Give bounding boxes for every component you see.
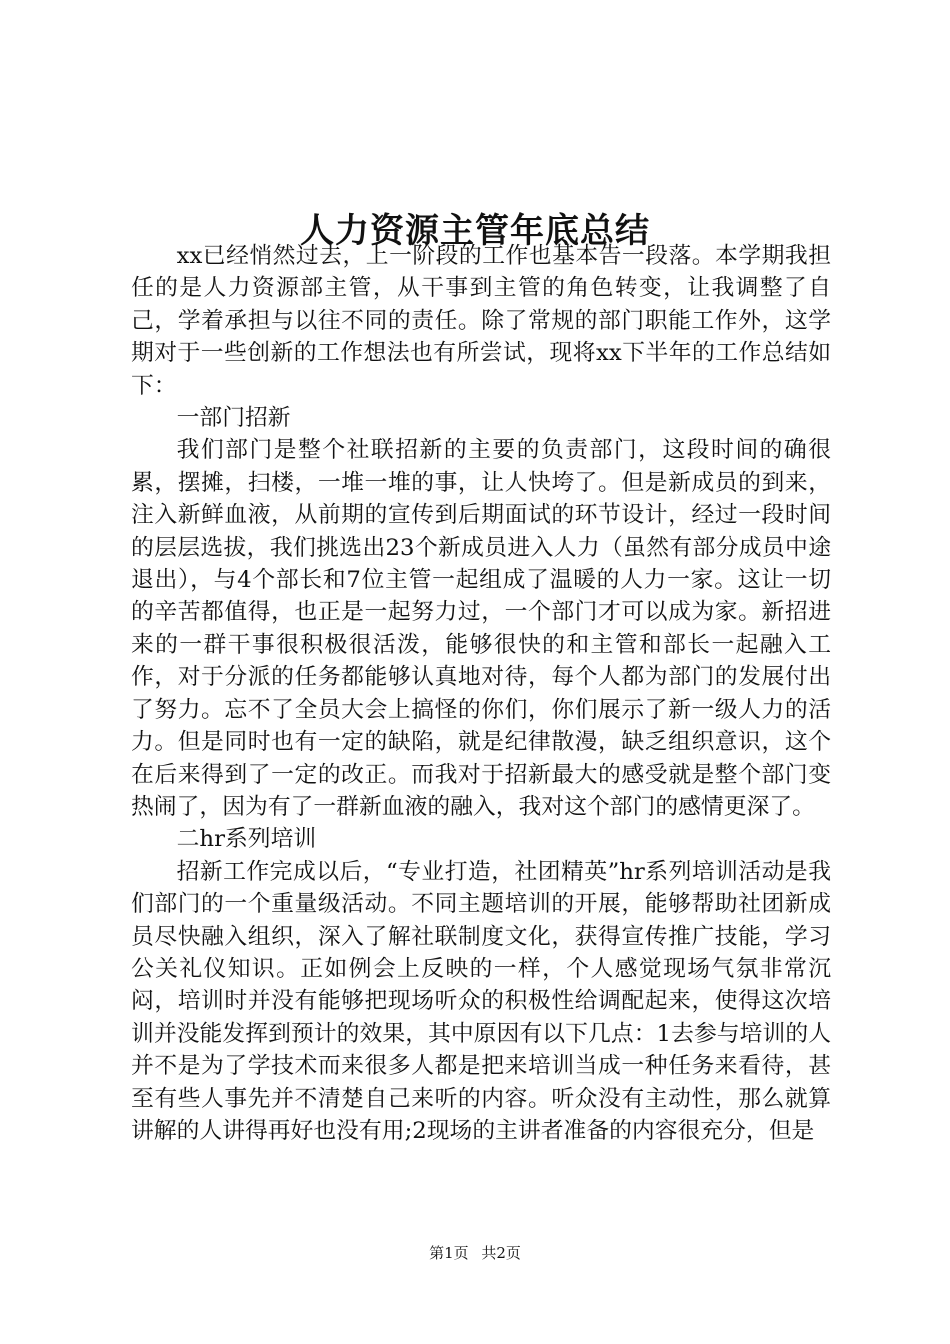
paragraph-intro: xx已经悄然过去，上一阶段的工作也基本告一段落。本学期我担任的是人力资源部主管，从干事到主管的角色转变，让我调整了自己，学着承担与以往不同的责任。除了常规的部门职能工作外，这学期对于一些创新的工作想法也有所尝试，现将xx下半年的工作总结如下：	[131, 243, 831, 399]
page-number-total: 共2页	[481, 1244, 521, 1262]
document-title: 人力资源主管年底总结	[300, 210, 650, 251]
paragraph-recruitment: 我们部门是整个社联招新的主要的负责部门，这段时间的确很累，摆摊，扫楼，一堆一堆的事，让人快垮了。但是新成员的到来，注入新鲜血液，从前期的宣传到后期面试的环节设计，经过一段时间的层层选拔，我们挑选出23个新成员进入人力（虽然有部分成员中途退出），与4个部长和7位主管一起组成了温暖的人力一家。这让一切的辛苦都值得，也正是一起努力过，一个部门才可以成为家。新招进来的一群干事很积极很活泼，能够很快的和主管和部长一起融入工作，对于分派的任务都能够认真地对待，每个人都为部门的发展付出了努力。忘不了全员大会上搞怪的你们，你们展示了新一级人力的活力。但是同时也有一定的缺陷，就是纪律散漫，缺乏组织意识，这个在后来得到了一定的改正。而我对于招新最大的感受就是整个部门变热闹了，因为有了一群新血液的融入，我对这个部门的感情更深了。	[131, 437, 831, 820]
page-number-current: 第1页	[429, 1244, 469, 1262]
section-heading-recruitment: 一部门招新	[176, 405, 291, 432]
document-body	[131, 240, 831, 1147]
paragraph-hr-training: 招新工作完成以后，“专业打造，社团精英”hr系列培训活动是我们部门的一个重量级活动。不同主题培训的开展，能够帮助社团新成员尽快融入组织，深入了解社联制度文化，获得宣传推广技能，学习公关礼仪知识。正如例会上反映的一样，个人感觉现场气氛非常沉闷，培训时并没有能够把现场听众的积极性给调配起来，使得这次培训并没能发挥到预计的效果，其中原因有以下几点：1去参与培训的人并不是为了学技术而来很多人都是把来培训当成一种任务来看待，甚至有些人事先并不清楚自己来听的内容。听众没有主动性，那么就算讲解的人讲得再好也没有用;2现场的主讲者准备的内容很充分，但是	[131, 858, 831, 1144]
section-heading-hr-training: 二hr系列培训	[176, 826, 317, 853]
page-footer	[0, 1243, 950, 1263]
